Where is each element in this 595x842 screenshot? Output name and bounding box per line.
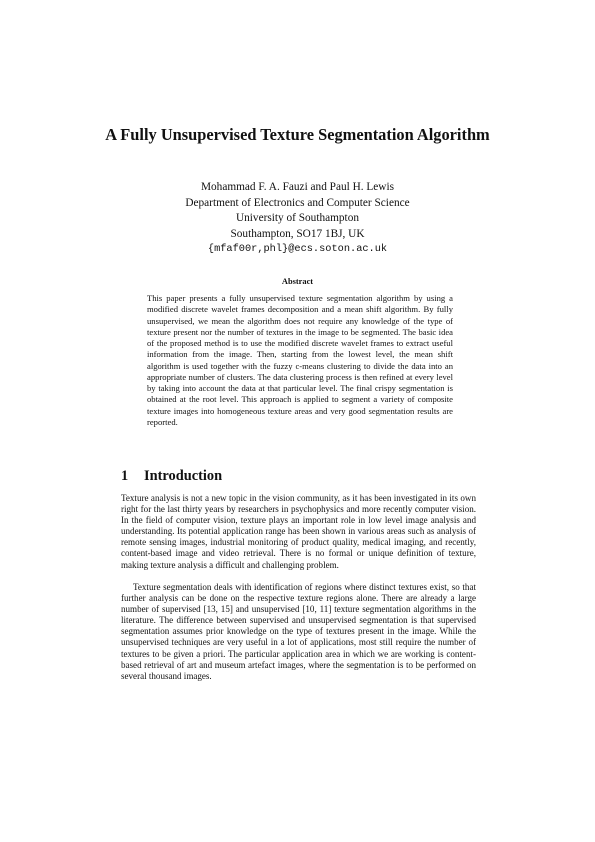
abstract-heading: Abstract	[281, 277, 314, 286]
section-title: Introduction	[144, 468, 223, 484]
intro-paragraph-2: Texture segmentation deals with identification of regions where distinct textures exist, so that further analysis can be done on the respective texture regions alone. There are already a large number of supervised [13, 15] and unsupervised [10, 11] texture segmentation algorithms in the literature. The difference between supervised and unsupervised segmentation is that supervised segmentation assumes prior knowledge on the type of textures present in the image. While the unsupervised techniques are very useful in a lot of applications, most still require the number of textures to be given a priori. The particular application area in which we are working is content-based retrieval of art and museum artefact images, where the segmentation is to be performed on several thousand images.	[121, 582, 476, 681]
author-names: Mohammad F. A. Fauzi and Paul H. Lewis	[200, 181, 394, 193]
author-block	[100, 180, 495, 258]
author-address: Southampton, SO17 1BJ, UK	[230, 227, 365, 240]
abstract-text: This paper presents a fully unsupervised texture segmentation algorithm by using a modified discrete wavelet frames decomposition and a mean shift algorithm. By fully unsupervised, we mean the algorithm does not require any knowledge of the type of texture present nor the number of textures in the image to be segmented. The basic idea of the proposed method is to use the modified discrete wavelet frames to extract useful information from the image. Then, starting from the lowest level, the mean shift algorithm is used together with the fuzzy c-means clustering to divide the data into an appropriate number of clusters. The data clustering process is then refined at every level by taking into account the data at that particular level. The final crispy segmentation is obtained at the root level. This approach is applied to segment a variety of composite texture images into homogeneous texture areas and very good segmentation results are reported.	[147, 293, 453, 427]
author-university: University of Southampton	[235, 212, 359, 225]
section-number: 1	[121, 468, 129, 484]
intro-paragraph-1: Texture analysis is not a new topic in the vision community, as it has been investigated in its own right for the last thirty years by researchers in psychophysics and more recently computer vision. In the field of computer vision, texture plays an important role in low level image analysis and understanding. Its potential application range has been shown in various areas such as analysis of remote sensing images, industrial monitoring of product quality, medical imaging, and recently, content-based image and video retrieval. There is no formal or unique definition of texture, making texture analysis a difficult and challenging problem.	[121, 493, 476, 570]
paper-title: A Fully Unsupervised Texture Segmentation Algorithm	[105, 125, 490, 144]
author-email: {mfaf00r,phl}@ecs.soton.ac.uk	[207, 243, 388, 256]
section-heading	[121, 467, 222, 485]
author-department: Department of Electronics and Computer Science	[185, 196, 410, 209]
